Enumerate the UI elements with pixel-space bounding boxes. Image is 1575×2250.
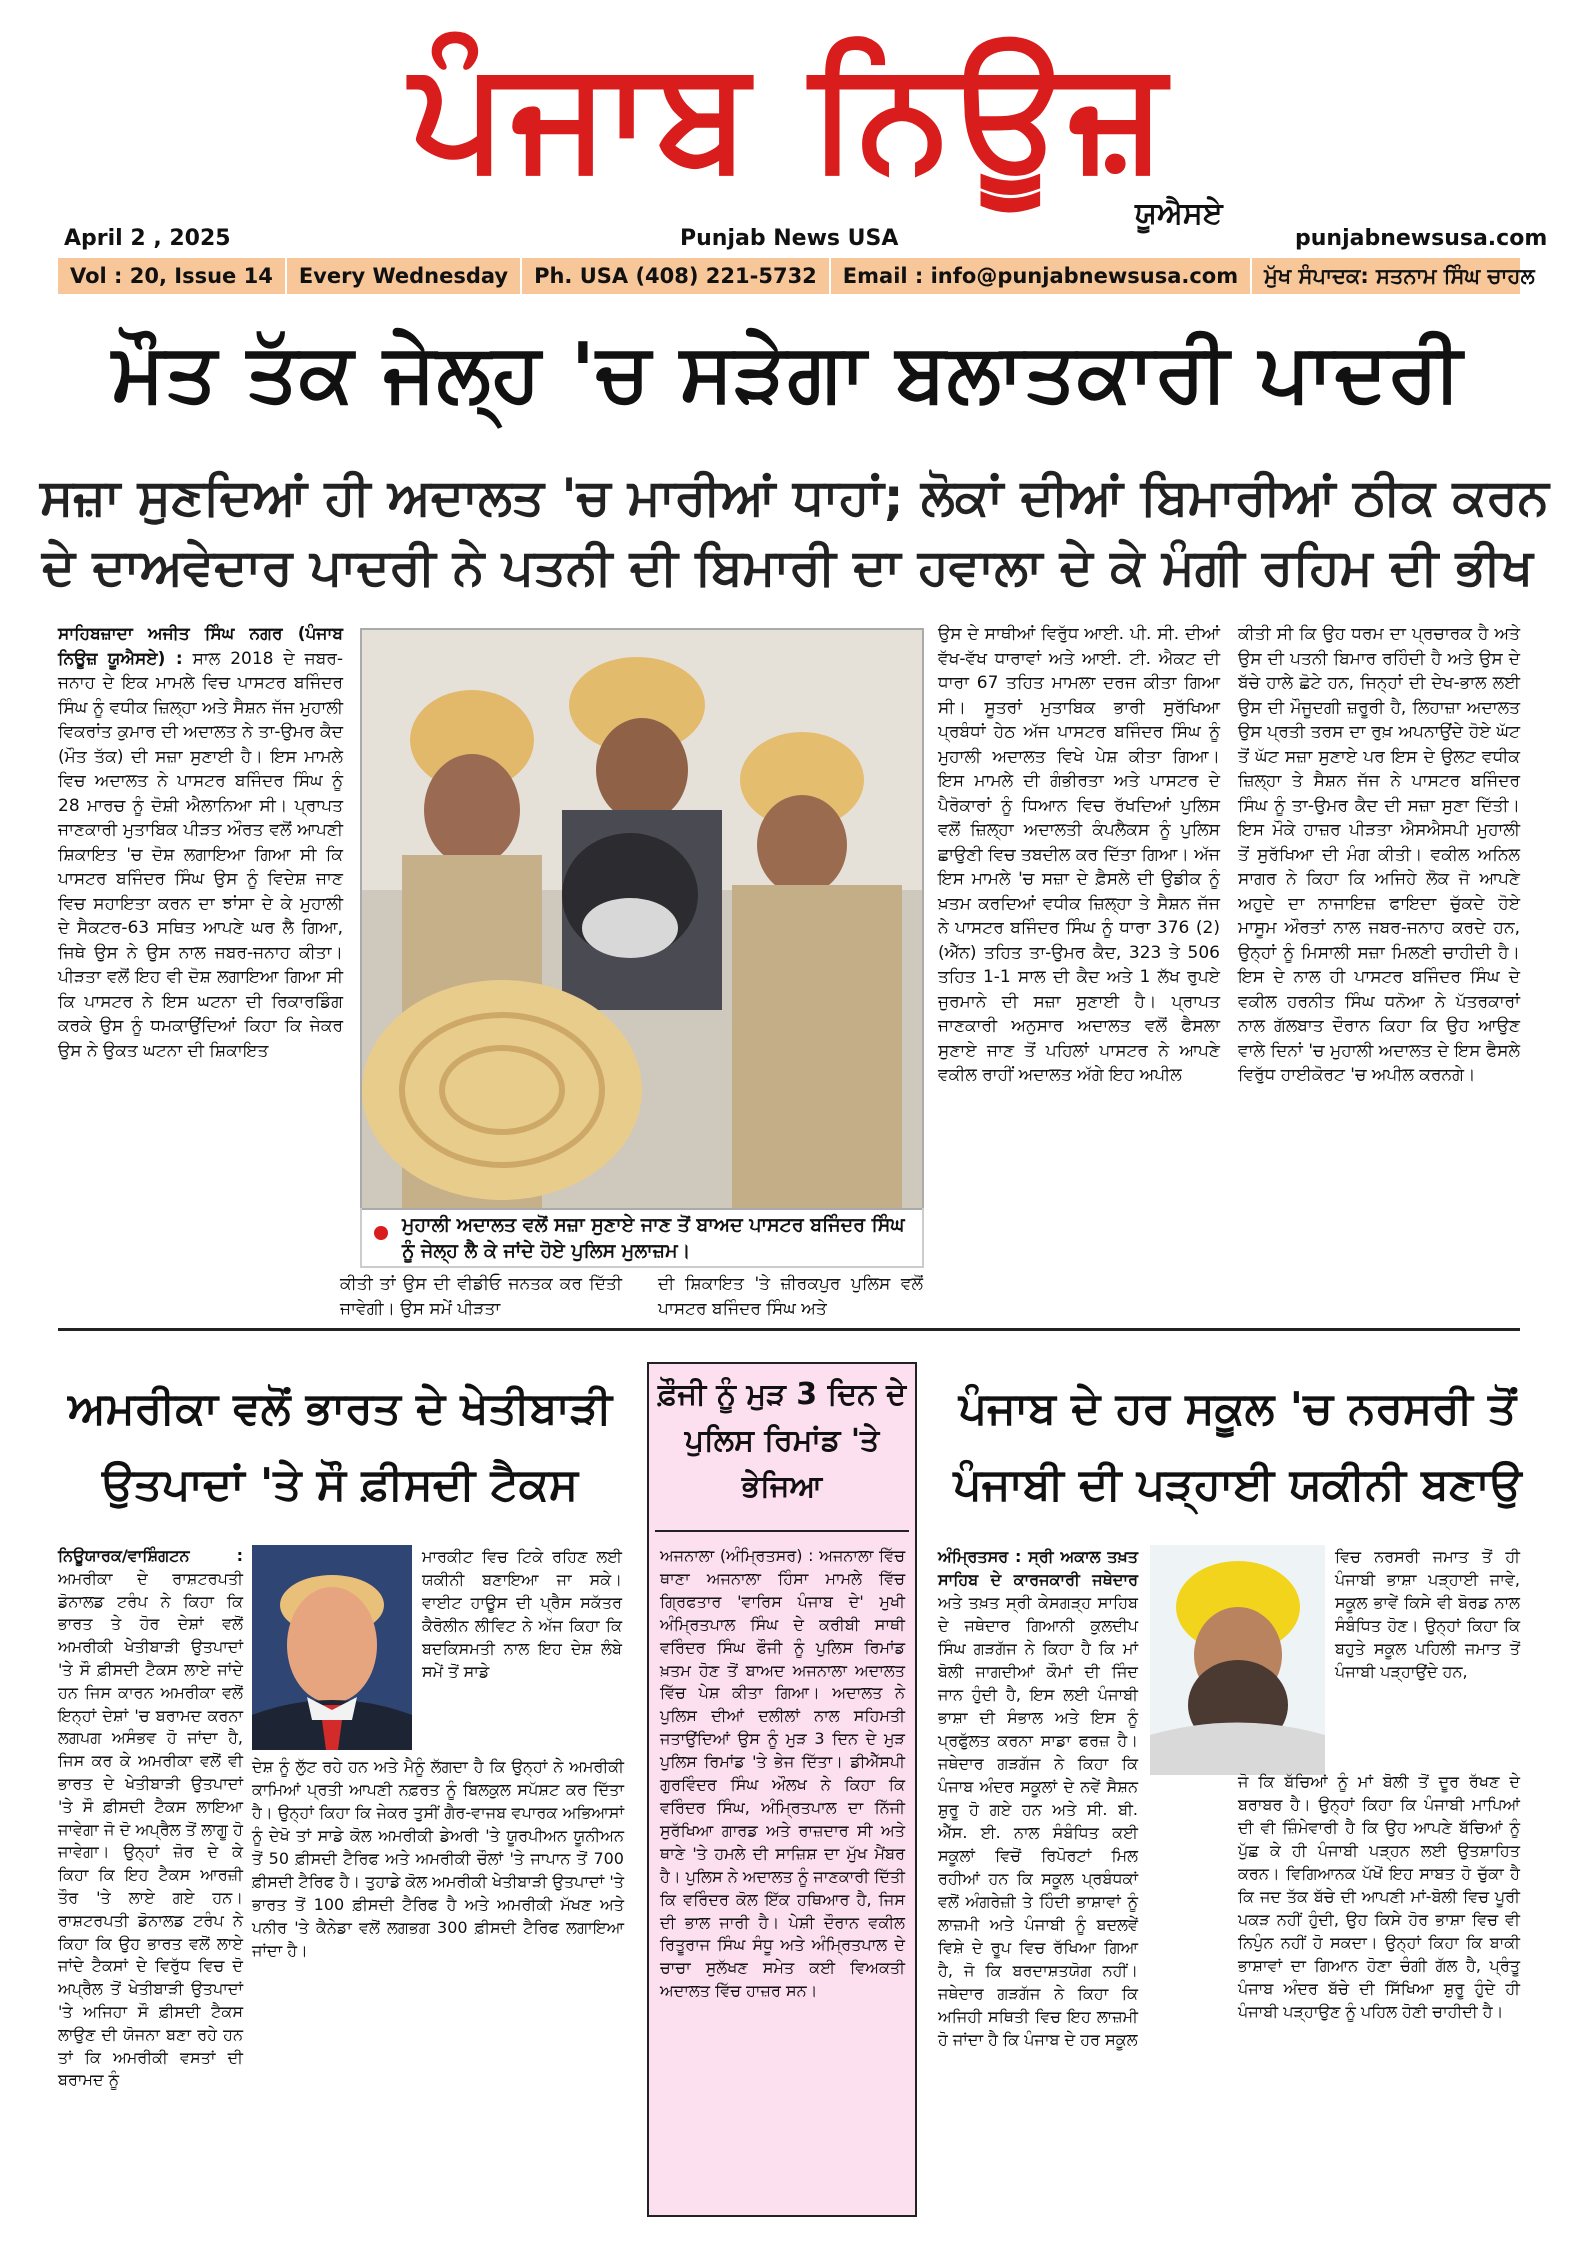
website-link[interactable]: punjabnewsusa.com (1295, 226, 1548, 251)
masthead-logo: ਪੰਜਾਬ ਨਿਊਜ਼ (410, 28, 1170, 202)
info-bar (58, 258, 1535, 294)
publication-frequency: Every Wednesday (287, 258, 522, 294)
tariff-column-1-bottom (58, 1755, 238, 2215)
lead-column-1-text: ਸਾਲ 2018 ਦੇ ਜਬਰ-ਜਨਾਹ ਦੇ ਇਕ ਮਾਮਲੇ ਵਿਚ ਪਾਸਟਰ ਬਜਿੰਦਰ ਸਿੰਘ ਨੂੰ ਵਧੀਕ ਜ਼ਿਲ੍ਹਾ ਅਤੇ ਸੈਸ਼ਨ ਜੱਜ ਮੁਹਾਲੀ ਵਿਕਰਾਂਤ ਕੁਮਾਰ ਦੀ ਅਦਾਲਤ ਨੇ ਤਾ-ਉਮਰ ਕੈਦ (ਮੌਤ ਤੱਕ) ਦੀ ਸਜ਼ਾ ਸੁਣਾਈ ਹੈ। ਇਸ ਮਾਮਲੇ ਵਿਚ ਅਦਾਲਤ ਨੇ ਪਾਸਟਰ ਬਜਿੰਦਰ ਸਿੰਘ ਨੂੰ 28 ਮਾਰਚ ਨੂੰ ਦੋਸ਼ੀ ਐਲਾਨਿਆ ਸੀ। ਪ੍ਰਾਪਤ ਜਾਣਕਾਰੀ ਮੁਤਾਬਿਕ ਪੀੜਤ ਔਰਤ ਵਲੋਂ ਆਪਣੀ ਸ਼ਿਕਾਇਤ 'ਚ ਦੋਸ਼ ਲਗਾਇਆ ਗਿਆ ਸੀ ਕਿ ਪਾਸਟਰ ਬਜਿੰਦਰ ਸਿੰਘ ਉਸ ਨੂੰ ਵਿਦੇਸ਼ ਜਾਣ ਵਿਚ ਸਹਾਇਤਾ ਕਰਨ ਦਾ ਝਾਂਸਾ ਦੇ ਕੇ ਮੁਹਾਲੀ ਦੇ ਸੈਕਟਰ-63 ਸਥਿਤ ਆਪਣੇ ਘਰ ਲੈ ਗਿਆ, ਜਿਥੇ ਉਸ ਨੇ ਉਸ ਨਾਲ ਜਬਰ-ਜਨਾਹ ਕੀਤਾ। ਪੀੜਤਾ ਵਲੋਂ ਇਹ ਵੀ ਦੋਸ਼ ਲਗਾਇਆ ਗਿਆ ਸੀ ਕਿ ਪਾਸਟਰ ਨੇ ਇਸ ਘਟਨਾ ਦੀ ਰਿਕਾਰਡਿੰਗ ਕਰਕੇ ਉਸ ਨੂੰ ਧਮਕਾਉਂਦਿਆਂ ਕਿਹਾ ਕਿ ਜੇਕਰ ਉਸ ਨੇ ਉਕਤ ਘਟਨਾ ਦੀ ਸ਼ਿਕਾਇਤ (58, 648, 343, 1061)
volume-issue: Vol : 20, Issue 14 (58, 258, 287, 294)
fauji-text: ਅਜਨਾਲਾ (ਅੰਮ੍ਰਿਤਸਰ) : ਅਜਨਾਲਾ ਵਿੱਚ ਥਾਣਾ ਅਜਨਾਲਾ ਹਿੰਸਾ ਮਾਮਲੇ ਵਿੱਚ ਗ੍ਰਿਫਤਾਰ 'ਵਾਰਿਸ ਪੰਜਾਬ ਦੇ' ਮੁਖੀ ਅੰਮ੍ਰਿਤਪਾਲ ਸਿੰਘ ਦੇ ਕਰੀਬੀ ਸਾਥੀ ਵਰਿੰਦਰ ਸਿੰਘ ਫੌਜੀ ਨੂੰ ਪੁਲਿਸ ਰਿਮਾਂਡ ਖ਼ਤਮ ਹੋਣ ਤੋਂ ਬਾਅਦ ਅਜਨਾਲਾ ਅਦਾਲਤ ਵਿੱਚ ਪੇਸ਼ ਕੀਤਾ ਗਿਆ। ਅਦਾਲਤ ਨੇ ਪੁਲਿਸ ਦੀਆਂ ਦਲੀਲਾਂ ਨਾਲ ਸਹਿਮਤੀ ਜਤਾਉਂਦਿਆਂ ਉਸ ਨੂੰ ਮੁੜ 3 ਦਿਨ ਦੇ ਮੁੜ ਪੁਲਿਸ ਰਿਮਾਂਡ 'ਤੇ ਭੇਜ ਦਿੱਤਾ। ਡੀਐੱਸਪੀ ਗੁਰਵਿੰਦਰ ਸਿੰਘ ਔਲਖ ਨੇ ਕਿਹਾ ਕਿ ਵਰਿੰਦਰ ਸਿੰਘ, ਅੰਮ੍ਰਿਤਪਾਲ ਦਾ ਨਿੱਜੀ ਸੁਰੱਖਿਆ ਗਾਰਡ ਅਤੇ ਰਾਜ਼ਦਾਰ ਸੀ ਅਤੇ ਥਾਣੇ 'ਤੇ ਹਮਲੇ ਦੀ ਸਾਜ਼ਿਸ਼ ਦਾ ਮੁੱਖ ਮੈਂਬਰ ਹੈ। ਪੁਲਿਸ ਨੇ ਅਦਾਲਤ ਨੂੰ ਜਾਣਕਾਰੀ ਦਿੱਤੀ ਕਿ ਵਰਿੰਦਰ ਕੋਲ ਇੱਕ ਹਥਿਆਰ ਹੈ, ਜਿਸ ਦੀ ਭਾਲ ਜਾਰੀ ਹੈ। ਪੇਸ਼ੀ ਦੌਰਾਨ ਵਕੀਲ ਰਿਤੂਰਾਜ ਸਿੰਘ ਸੰਧੂ ਅਤੇ ਅੰਮ੍ਰਿਤਪਾਲ ਦੇ ਚਾਚਾ ਸੁਲੱਖਣ ਸਮੇਤ ਕਈ ਵਿਅਕਤੀ ਅਦਾਲਤ ਵਿੱਚ ਹਾਜ਼ਰ ਸਨ। (660, 1546, 905, 2001)
school-column-1-text: ਅਤੇ ਤਖ਼ਤ ਸ੍ਰੀ ਕੇਸਗੜ੍ਹ ਸਾਹਿਬ ਦੇ ਜਥੇਦਾਰ ਗਿਆਨੀ ਕੁਲਦੀਪ ਸਿੰਘ ਗੜਗੱਜ ਨੇ ਕਿਹਾ ਹੈ ਕਿ ਮਾਂ ਬੋਲੀ ਜਾਗਦੀਆਂ ਕੌਮਾਂ ਦੀ ਜਿੰਦ ਜਾਨ ਹੁੰਦੀ ਹੈ, ਇਸ ਲਈ ਪੰਜਾਬੀ ਭਾਸ਼ਾ ਦੀ ਸੰਭਾਲ ਅਤੇ ਇਸ ਨੂੰ ਪ੍ਰਫੁੱਲਤ ਕਰਨਾ ਸਾਡਾ ਫਰਜ਼ ਹੈ। ਜਥੇਦਾਰ ਗੜਗੱਜ ਨੇ ਕਿਹਾ ਕਿ ਪੰਜਾਬ ਅੰਦਰ ਸਕੂਲਾਂ ਦੇ ਨਵੇਂ ਸੈਸ਼ਨ ਸ਼ੁਰੂ ਹੋ ਗਏ ਹਨ ਅਤੇ ਸੀ. ਬੀ. ਐੱਸ. ਈ. ਨਾਲ ਸੰਬੰਧਿਤ ਕਈ ਸਕੂਲਾਂ ਵਿਚੋਂ ਰਿਪੋਰਟਾਂ ਮਿਲ ਰਹੀਆਂ ਹਨ ਕਿ ਸਕੂਲ ਪ੍ਰਬੰਧਕਾਂ ਵਲੋਂ ਅੰਗਰੇਜ਼ੀ ਤੇ ਹਿੰਦੀ ਭਾਸ਼ਾਵਾਂ ਨੂੰ ਲਾਜ਼ਮੀ ਅਤੇ ਪੰਜਾਬੀ ਨੂੰ ਬਦਲਵੇਂ ਵਿਸ਼ੇ ਦੇ ਰੂਪ ਵਿਚ ਰੱਖਿਆ ਗਿਆ ਹੈ, ਜੋ ਕਿ ਬਰਦਾਸ਼ਤਯੋਗ ਨਹੀਂ। ਜਥੇਦਾਰ ਗੜਗੱਜ ਨੇ ਕਿਹਾ ਕਿ ਅਜਿਹੀ ਸਥਿਤੀ ਵਿਚ ਇਹ ਲਾਜ਼ਮੀ ਹੋ ਜਾਂਦਾ ਹੈ ਕਿ ਪੰਜਾਬ ਦੇ ਹਰ ਸਕੂਲ (938, 1593, 1138, 2049)
tariff-column-2-top: ਮਾਰਕੀਟ ਵਿਚ ਟਿਕੇ ਰਹਿਣ ਲਈ ਯਕੀਨੀ ਬਣਾਇਆ ਜਾ ਸਕੇ। ਵਾਈਟ ਹਾਊਸ ਦੀ ਪ੍ਰੈਸ ਸਕੱਤਰ ਕੈਰੋਲੀਨ ਲੀਵਿਟ ਨੇ ਅੱਜ ਕਿਹਾ ਕਿ ਬਦਕਿਸਮਤੀ ਨਾਲ ਇਹ ਦੇਸ਼ ਲੰਬੇ ਸਮੇਂ ਤੋਂ ਸਾਡੇ (422, 1547, 622, 1681)
tariff-column-2-bottom: ਦੇਸ਼ ਨੂੰ ਲੁੱਟ ਰਹੇ ਹਨ ਅਤੇ ਮੈਨੂੰ ਲੱਗਦਾ ਹੈ ਕਿ ਉਨ੍ਹਾਂ ਨੇ ਅਮਰੀਕੀ ਕਾਮਿਆਂ ਪ੍ਰਤੀ ਆਪਣੀ ਨਫ਼ਰਤ ਨੂੰ ਬਿਲਕੁਲ ਸਪੱਸ਼ਟ ਕਰ ਦਿੱਤਾ ਹੈ। ਉਨ੍ਹਾਂ ਕਿਹਾ ਕਿ ਜੇਕਰ ਤੁਸੀਂ ਗੈਰ-ਵਾਜਬ ਵਪਾਰਕ ਅਭਿਆਸਾਂ ਨੂੰ ਦੇਖੋ ਤਾਂ ਸਾਡੇ ਕੋਲ ਅਮਰੀਕੀ ਡੇਅਰੀ 'ਤੇ ਯੂਰਪੀਅਨ ਯੂਨੀਅਨ ਤੋਂ 50 ਫ਼ੀਸਦੀ ਟੈਰਿਫ ਅਤੇ ਅਮਰੀਕੀ ਚੌਲਾਂ 'ਤੇ ਜਾਪਾਨ ਤੋਂ 700 ਫ਼ੀਸਦੀ ਟੈਰਿਫ ਹੈ। ਤੁਹਾਡੇ ਕੋਲ ਅਮਰੀਕੀ ਖੇਤੀਬਾੜੀ ਉਤਪਾਦਾਂ 'ਤੇ ਭਾਰਤ ਤੋਂ 100 ਫ਼ੀਸਦੀ ਟੈਰਿਫ ਹੈ ਅਤੇ ਅਮਰੀਕੀ ਮੱਖਣ ਅਤੇ ਪਨੀਰ 'ਤੇ ਕੈਨੇਡਾ ਵਲੋਂ ਲਗਭਗ 300 ਫ਼ੀਸਦੀ ਟੈਰਿਫ ਲਗਾਇਆ ਜਾਂਦਾ ਹੈ। (252, 1757, 624, 1960)
issue-date: April 2 , 2025 (64, 226, 231, 251)
school-headline-2: ਪੰਜਾਬੀ ਦੀ ਪੜ੍ਹਾਈ ਯਕੀਨੀ ਬਣਾਉ (953, 1459, 1522, 1510)
publication-name: Punjab News USA (680, 226, 899, 251)
lead-below-photo-b: ਦੀ ਸ਼ਿਕਾਇਤ 'ਤੇ ਜ਼ੀਰਕਪੁਰ ਪੁਲਿਸ ਵਲੋਂ ਪਾਸਟਰ ਬਜਿੰਦਰ ਸਿੰਘ ਅਤੇ (658, 1274, 923, 1319)
tariff-column-1-top (58, 1545, 243, 2090)
lead-photo-caption (360, 1208, 924, 1268)
lead-dateline: ਸਾਹਿਬਜ਼ਾਦਾ ਅਜੀਤ ਸਿੰਘ ਨਗਰ (ਪੰਜਾਬ ਨਿਊਜ਼ ਯੂਐਸਏ) : (58, 624, 343, 669)
lead-subhead-2: ਦੇ ਦਾਅਵੇਦਾਰ ਪਾਦਰੀ ਨੇ ਪਤਨੀ ਦੀ ਬਿਮਾਰੀ ਦਾ ਹਵਾਲਾ ਦੇ ਕੇ ਮੰਗੀ ਰਹਿਮ ਦੀ ਭੀਖ (41, 538, 1534, 596)
tariff-headline-2: ਉਤਪਾਦਾਂ 'ਤੇ ਸੌ ਫ਼ੀਸਦੀ ਟੈਕਸ (101, 1459, 579, 1510)
jathedar-portrait (1150, 1545, 1325, 1775)
school-dateline: ਅੰਮ੍ਰਿਤਸਰ : ਸ੍ਰੀ ਅਕਾਲ ਤਖ਼ਤ ਸਾਹਿਬ ਦੇ ਕਾਰਜਕਾਰੀ ਜਥੇਦਾਰ (938, 1547, 1138, 1589)
tariff-headline-1: ਅਮਰੀਕਾ ਵਲੋਂ ਭਾਰਤ ਦੇ ਖੇਤੀਬਾੜੀ (68, 1383, 612, 1434)
fauji-divider (655, 1530, 909, 1532)
school-headline-1: ਪੰਜਾਬ ਦੇ ਹਰ ਸਕੂਲ 'ਚ ਨਰਸਰੀ ਤੋਂ (958, 1383, 1517, 1434)
email-address[interactable]: Email : info@punjabnewsusa.com (831, 258, 1252, 294)
phone-number: Ph. USA (408) 221-5732 (522, 258, 831, 294)
school-column-1 (938, 1545, 1138, 2215)
trump-portrait (252, 1545, 412, 1750)
lead-headline: ਮੌਤ ਤੱਕ ਜੇਲ੍ਹ 'ਚ ਸੜੇਗਾ ਬਲਾਤਕਾਰੀ ਪਾਦਰੀ (112, 326, 1463, 419)
caption-text: ਮੁਹਾਲੀ ਅਦਾਲਤ ਵਲੋਂ ਸਜ਼ਾ ਸੁਣਾਏ ਜਾਣ ਤੋਂ ਬਾਅਦ ਪਾਸਟਰ ਬਜਿੰਦਰ ਸਿੰਘ ਨੂੰ ਜੇਲ੍ਹ ਲੈ ਕੇ ਜਾਂਦੇ ਹੋਏ ਪੁਲਿਸ ਮੁਲਾਜ਼ਮ। (402, 1214, 905, 1262)
lead-subhead-1: ਸਜ਼ਾ ਸੁਣਦਿਆਂ ਹੀ ਅਦਾਲਤ 'ਚ ਮਾਰੀਆਂ ਧਾਹਾਂ; ਲੋਕਾਂ ਦੀਆਂ ਬਿਮਾਰੀਆਂ ਠੀਕ ਕਰਨ (40, 468, 1549, 526)
tariff-dateline: ਨਿਊਯਾਰਕ/ਵਾਸ਼ਿੰਗਟਨ : (58, 1546, 243, 1565)
school-column-2-top: ਵਿਚ ਨਰਸਰੀ ਜਮਾਤ ਤੋਂ ਹੀ ਪੰਜਾਬੀ ਭਾਸ਼ਾ ਪੜ੍ਹਾਈ ਜਾਵੇ, ਸਕੂਲ ਭਾਵੇਂ ਕਿਸੇ ਵੀ ਬੋਰਡ ਨਾਲ ਸੰਬੰਧਿਤ ਹੋਣ। ਉਨ੍ਹਾਂ ਕਿਹਾ ਕਿ ਬਹੁਤੇ ਸਕੂਲ ਪਹਿਲੀ ਜਮਾਤ ਤੋਂ ਪੰਜਾਬੀ ਪੜ੍ਹਾਉਂਦੇ ਹਨ, (1335, 1547, 1520, 1681)
tariff-column-1-text: ਅਮਰੀਕਾ ਦੇ ਰਾਸ਼ਟਰਪਤੀ ਡੋਨਾਲਡ ਟਰੰਪ ਨੇ ਕਿਹਾ ਕਿ ਭਾਰਤ ਤੇ ਹੋਰ ਦੇਸ਼ਾਂ ਵਲੋਂ ਅਮਰੀਕੀ ਖੇਤੀਬਾੜੀ ਉਤਪਾਦਾਂ 'ਤੇ ਸੌ ਫ਼ੀਸਦੀ ਟੈਕਸ ਲਾਏ ਜਾਂਦੇ ਹਨ ਜਿਸ ਕਾਰਨ ਅਮਰੀਕਾ ਵਲੋਂ ਇਨ੍ਹਾਂ ਦੇਸ਼ਾਂ 'ਚ ਬਰਾਮਦ ਕਰਨਾ ਲਗਪਗ ਅਸੰਭਵ ਹੋ ਜਾਂਦਾ ਹੈ, ਜਿਸ ਕਰ ਕੇ ਅਮਰੀਕਾ ਵਲੋਂ ਵੀ ਭਾਰਤ ਦੇ ਖੇਤੀਬਾੜੀ ਉਤਪਾਦਾਂ 'ਤੇ ਸੌ ਫ਼ੀਸਦੀ ਟੈਕਸ ਲਾਇਆ ਜਾਵੇਗਾ ਜੋ ਦੋ ਅਪ੍ਰੈਲ ਤੋਂ ਲਾਗੂ ਹੋ ਜਾਵੇਗਾ। ਉਨ੍ਹਾਂ ਜ਼ੋਰ ਦੇ ਕੇ ਕਿਹਾ ਕਿ ਇਹ ਟੈਕਸ ਆਰਜ਼ੀ ਤੌਰ 'ਤੇ ਲਾਏ ਗਏ ਹਨ। ਰਾਸ਼ਟਰਪਤੀ ਡੋਨਾਲਡ ਟਰੰਪ ਨੇ ਕਿਹਾ ਕਿ ਉਹ ਭਾਰਤ ਵਲੋਂ ਲਾਏ ਜਾਂਦੇ ਟੈਕਸਾਂ ਦੇ ਵਿਰੁੱਧ ਵਿਚ ਦੋ ਅਪ੍ਰੈਲ ਤੋਂ ਖੇਤੀਬਾੜੀ ਉਤਪਾਦਾਂ 'ਤੇ ਅਜਿਹਾ ਸੌ ਫ਼ੀਸਦੀ ਟੈਕਸ ਲਾਉਣ ਦੀ ਯੋਜਨਾ ਬਣਾ ਰਹੇ ਹਨ ਤਾਂ ਕਿ ਅਮਰੀਕੀ ਵਸਤਾਂ ਦੀ ਬਰਾਮਦ ਨੂੰ (58, 1568, 243, 2090)
lead-column-3: ਉਸ ਦੇ ਸਾਥੀਆਂ ਵਿਰੁੱਧ ਆਈ. ਪੀ. ਸੀ. ਦੀਆਂ ਵੱਖ-ਵੱਖ ਧਾਰਾਵਾਂ ਅਤੇ ਆਈ. ਟੀ. ਐਕਟ ਦੀ ਧਾਰਾ 67 ਤਹਿਤ ਮਾਮਲਾ ਦਰਜ ਕੀਤਾ ਗਿਆ ਸੀ। ਸੂਤਰਾਂ ਮੁਤਾਬਿਕ ਭਾਰੀ ਸੁਰੱਖਿਆ ਪ੍ਰਬੰਧਾਂ ਹੇਠ ਅੱਜ ਪਾਸਟਰ ਬਜਿੰਦਰ ਸਿੰਘ ਨੂੰ ਮੁਹਾਲੀ ਅਦਾਲਤ ਵਿਖੇ ਪੇਸ਼ ਕੀਤਾ ਗਿਆ। ਇਸ ਮਾਮਲੇ ਦੀ ਗੰਭੀਰਤਾ ਅਤੇ ਪਾਸਟਰ ਦੇ ਪੈਰੋਕਾਰਾਂ ਨੂੰ ਧਿਆਨ ਵਿਚ ਰੱਖਦਿਆਂ ਪੁਲਿਸ ਵਲੋਂ ਜ਼ਿਲ੍ਹਾ ਅਦਾਲਤੀ ਕੰਪਲੈਕਸ ਨੂੰ ਪੁਲਿਸ ਛਾਉਣੀ ਵਿਚ ਤਬਦੀਲ ਕਰ ਦਿੱਤਾ ਗਿਆ। ਅੱਜ ਇਸ ਮਾਮਲੇ 'ਚ ਸਜ਼ਾ ਦੇ ਫ਼ੈਸਲੇ ਦੀ ਉਡੀਕ ਨੂੰ ਖ਼ਤਮ ਕਰਦਿਆਂ ਵਧੀਕ ਜ਼ਿਲ੍ਹਾ ਤੇ ਸੈਸ਼ਨ ਜੱਜ ਨੇ ਪਾਸਟਰ ਬਜਿੰਦਰ ਸਿੰਘ ਨੂੰ ਧਾਰਾ 376 (2) (ਐੱਨ) ਤਹਿਤ ਤਾ-ਉਮਰ ਕੈਦ, 323 ਤੇ 506 ਤਹਿਤ 1-1 ਸਾਲ ਦੀ ਕੈਦ ਅਤੇ 1 ਲੱਖ ਰੁਪਏ ਜੁਰਮਾਨੇ ਦੀ ਸਜ਼ਾ ਸੁਣਾਈ ਹੈ। ਪ੍ਰਾਪਤ ਜਾਣਕਾਰੀ ਅਨੁਸਾਰ ਅਦਾਲਤ ਵਲੋਂ ਫੈਸਲਾ ਸੁਣਾਏ ਜਾਣ ਤੋਂ ਪਹਿਲਾਂ ਪਾਸਟਰ ਨੇ ਆਪਣੇ ਵਕੀਲ ਰਾਹੀਂ ਅਦਾਲਤ ਅੱਗੇ ਇਹ ਅਪੀਲ (938, 624, 1220, 1085)
fauji-headline: ਫ਼ੌਜੀ ਨੂੰ ਮੁੜ 3 ਦਿਨ ਦੇ ਪੁਲਿਸ ਰਿਮਾਂਡ 'ਤੇ ਭੇਜਿਆ (657, 1377, 907, 1504)
school-column-2-bottom: ਜੋ ਕਿ ਬੱਚਿਆਂ ਨੂੰ ਮਾਂ ਬੋਲੀ ਤੋਂ ਦੂਰ ਰੱਖਣ ਦੇ ਬਰਾਬਰ ਹੈ। ਉਨ੍ਹਾਂ ਕਿਹਾ ਕਿ ਪੰਜਾਬੀ ਮਾਪਿਆਂ ਦੀ ਵੀ ਜ਼ਿੰਮੇਵਾਰੀ ਹੈ ਕਿ ਉਹ ਆਪਣੇ ਬੱਚਿਆਂ ਨੂੰ ਪੁੱਛ ਕੇ ਹੀ ਪੰਜਾਬੀ ਪੜ੍ਹਨ ਲਈ ਉਤਸ਼ਾਹਿਤ ਕਰਨ। ਵਿਗਿਆਨਕ ਪੱਖੋਂ ਇਹ ਸਾਬਤ ਹੋ ਚੁੱਕਾ ਹੈ ਕਿ ਜਦ ਤੱਕ ਬੱਚੇ ਦੀ ਆਪਣੀ ਮਾਂ-ਬੋਲੀ ਵਿਚ ਪੂਰੀ ਪਕੜ ਨਹੀਂ ਹੁੰਦੀ, ਉਹ ਕਿਸੇ ਹੋਰ ਭਾਸ਼ਾ ਵਿਚ ਵੀ ਨਿਪੁੰਨ ਨਹੀਂ ਹੋ ਸਕਦਾ। ਉਨ੍ਹਾਂ ਕਿਹਾ ਕਿ ਬਾਕੀ ਭਾਸ਼ਾਵਾਂ ਦਾ ਗਿਆਨ ਹੋਣਾ ਚੰਗੀ ਗੱਲ ਹੈ, ਪ੍ਰੰਤੂ ਪੰਜਾਬ ਅੰਦਰ ਬੱਚੇ ਦੀ ਸਿੱਖਿਆ ਸ਼ੁਰੂ ਹੁੰਦੇ ਹੀ ਪੰਜਾਬੀ ਪੜ੍ਹਾਉਣ ਨੂੰ ਪਹਿਲ ਹੋਣੀ ਚਾਹੀਦੀ ਹੈ। (1238, 1772, 1520, 2021)
trump-photo (252, 1545, 412, 1750)
jathedar-photo (1150, 1545, 1325, 1775)
masthead-logo-usa: ਯੂਐਸਏ (1135, 196, 1223, 231)
caption-bullet-icon (374, 1226, 388, 1240)
lead-column-1 (58, 622, 343, 1320)
section-divider (58, 1328, 1520, 1331)
chief-editor: ਮੁੱਖ ਸੰਪਾਦਕ: ਸਤਨਾਮ ਸਿੰਘ ਚਾਹਲ (1264, 264, 1535, 288)
lead-column-4: ਕੀਤੀ ਸੀ ਕਿ ਉਹ ਧਰਮ ਦਾ ਪ੍ਰਚਾਰਕ ਹੈ ਅਤੇ ਉਸ ਦੀ ਪਤਨੀ ਬਿਮਾਰ ਰਹਿੰਦੀ ਹੈ ਅਤੇ ਉਸ ਦੇ ਬੱਚੇ ਹਾਲੇ ਛੋਟੇ ਹਨ, ਜਿਨ੍ਹਾਂ ਦੀ ਦੇਖ-ਭਾਲ ਲਈ ਉਸ ਦੀ ਮੌਜੂਦਗੀ ਜ਼ਰੂਰੀ ਹੈ, ਲਿਹਾਜ਼ਾ ਅਦਾਲਤ ਉਸ ਪ੍ਰਤੀ ਤਰਸ ਦਾ ਰੁਖ਼ ਅਪਨਾਉਂਦੇ ਹੋਏ ਘੱਟ ਤੋਂ ਘੱਟ ਸਜ਼ਾ ਸੁਣਾਏ ਪਰ ਇਸ ਦੇ ਉਲਟ ਵਧੀਕ ਜ਼ਿਲ੍ਹਾ ਤੇ ਸੈਸ਼ਨ ਜੱਜ ਨੇ ਪਾਸਟਰ ਬਜਿੰਦਰ ਸਿੰਘ ਨੂੰ ਤਾ-ਉਮਰ ਕੈਦ ਦੀ ਸਜ਼ਾ ਸੁਣਾ ਦਿੱਤੀ। ਇਸ ਮੌਕੇ ਹਾਜ਼ਰ ਪੀੜਤਾ ਐਸਐਸਪੀ ਮੁਹਾਲੀ ਤੋਂ ਸੁਰੱਖਿਆ ਦੀ ਮੰਗ ਕੀਤੀ। ਵਕੀਲ ਅਨਿਲ ਸਾਗਰ ਨੇ ਕਿਹਾ ਕਿ ਅਜਿਹੇ ਲੋਕ ਜੋ ਆਪਣੇ ਅਹੁਦੇ ਦਾ ਨਾਜਾਇਜ਼ ਫਾਇਦਾ ਚੁੱਕਦੇ ਹੋਏ ਮਾਸੂਮ ਔਰਤਾਂ ਨਾਲ ਜਬਰ-ਜਨਾਹ ਕਰਦੇ ਹਨ, ਉਨ੍ਹਾਂ ਨੂੰ ਮਿਸਾਲੀ ਸਜ਼ਾ ਮਿਲਣੀ ਚਾਹੀਦੀ ਹੈ। ਇਸ ਦੇ ਨਾਲ ਹੀ ਪਾਸਟਰ ਬਜਿੰਦਰ ਸਿੰਘ ਦੇ ਵਕੀਲ ਹਰਨੀਤ ਸਿੰਘ ਧਨੋਆ ਨੇ ਪੱਤਰਕਾਰਾਂ ਨਾਲ ਗੱਲਬਾਤ ਦੌਰਾਨ ਕਿਹਾ ਕਿ ਉਹ ਆਉਣ ਵਾਲੇ ਦਿਨਾਂ 'ਚ ਮੁਹਾਲੀ ਅਦਾਲਤ ਦੇ ਇਸ ਫੈਸਲੇ ਵਿਰੁੱਧ ਹਾਈਕੋਰਟ 'ਚ ਅਪੀਲ ਕਰਨਗੇ। (1238, 624, 1520, 1085)
police-escort-photo (362, 630, 922, 1208)
lead-photo (360, 628, 924, 1210)
lead-below-photo-a: ਕੀਤੀ ਤਾਂ ਉਸ ਦੀ ਵੀਡੀਓ ਜਨਤਕ ਕਰ ਦਿੱਤੀ ਜਾਵੇਗੀ। ਉਸ ਸਮੇਂ ਪੀੜਤਾ (340, 1274, 622, 1319)
